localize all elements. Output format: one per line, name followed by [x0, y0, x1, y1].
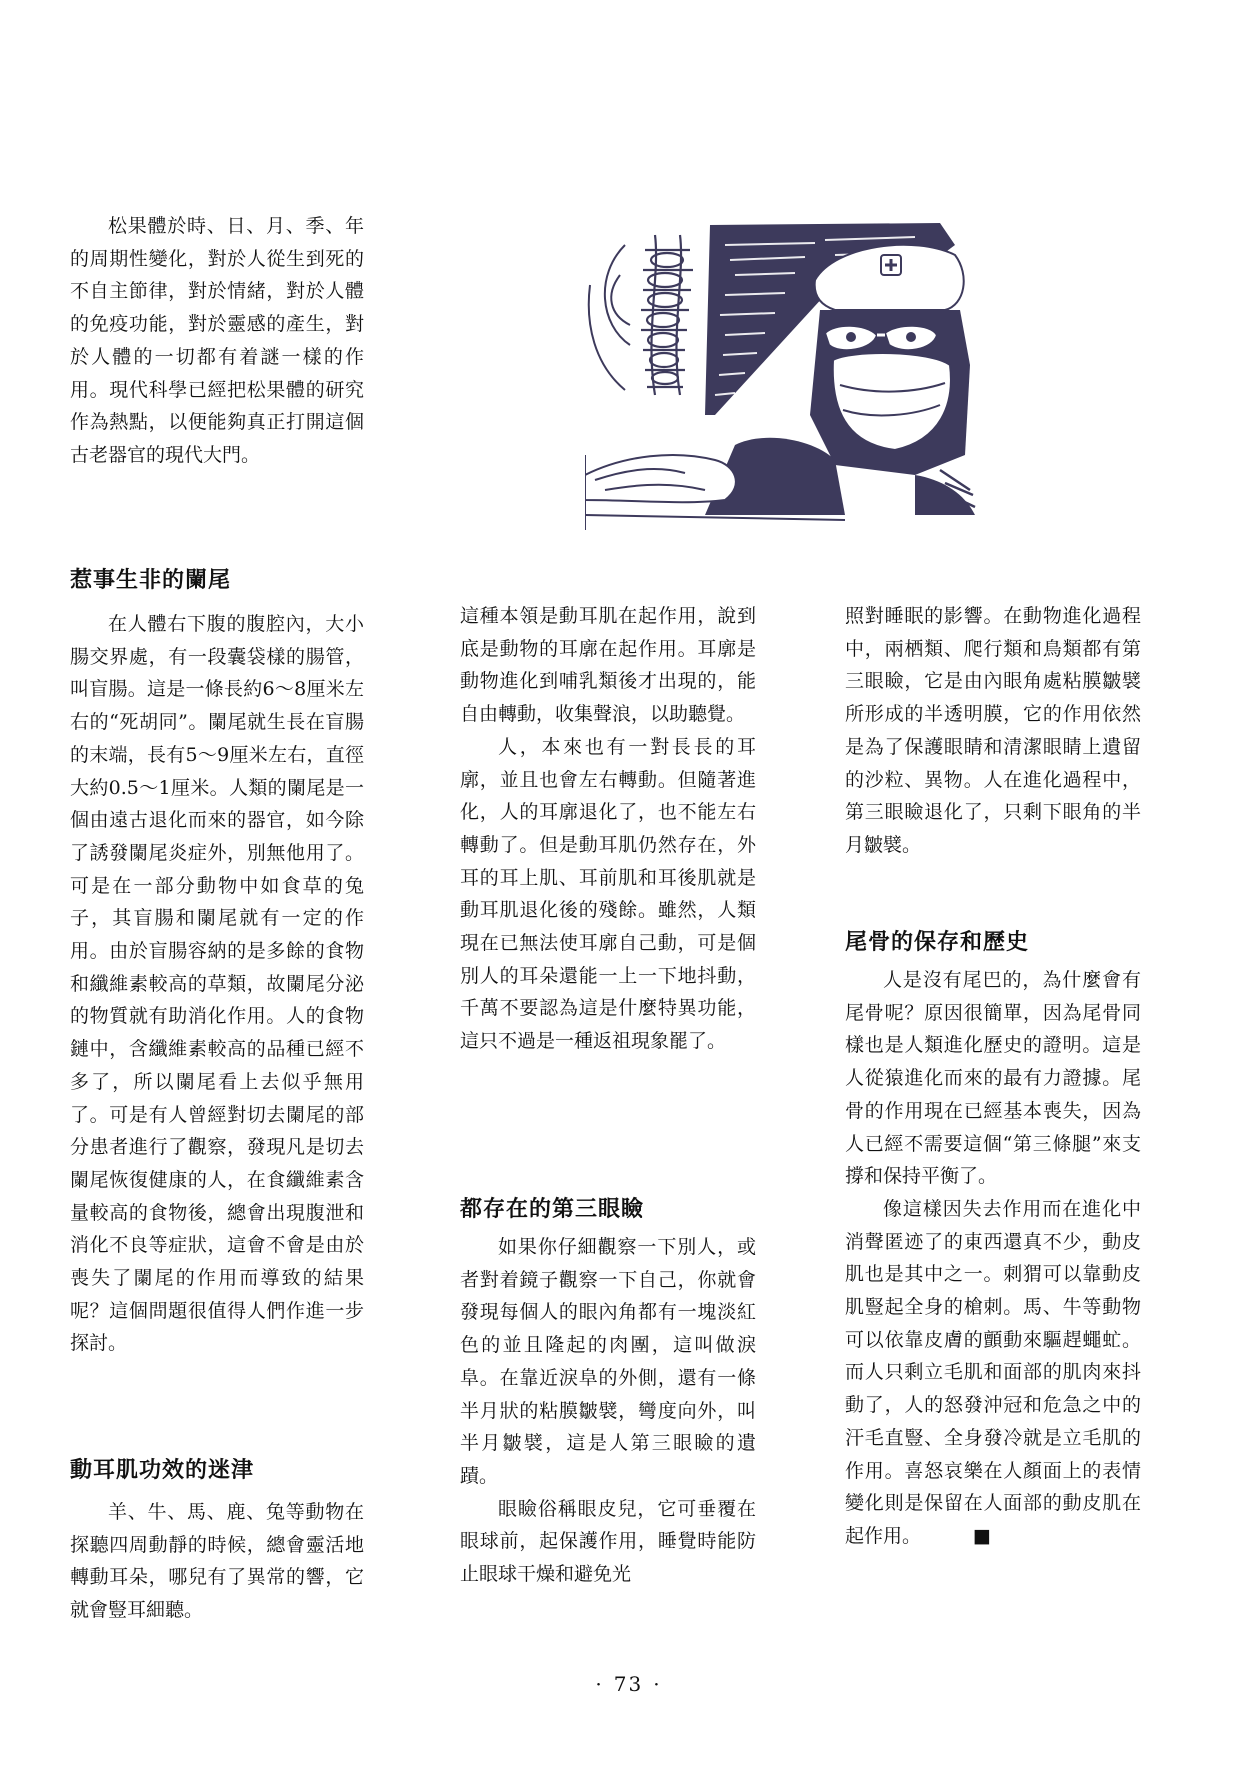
ear-muscle-paragraph-cont: 這種本領是動耳肌在起作用，說到底是動物的耳廓在起作用。耳廓是動物進化到哺乳類後才出現的，能自由轉動，收集聲浪，以助聽覺。: [460, 605, 756, 726]
coccyx-heading: 尾骨的保存和歷史: [845, 930, 1030, 955]
page-number: [0, 1672, 1257, 1696]
coccyx-paragraph-2: [845, 1193, 1141, 1553]
third-eyelid-paragraph-2-cont: 照對睡眠的影響。在動物進化過程中，兩栖類、爬行類和鳥類都有第三眼瞼，它是由內眼角處粘膜皺襞所形成的半透明膜，它的作用依然是為了保護眼睛和清潔眼睛上遺留的沙粒、異物。人在進化過程中，第三眼瞼退化了，只剩下眼角的半月皺襞。: [845, 605, 1141, 856]
appendix-section: [70, 563, 364, 1360]
coccyx-section: [845, 925, 1141, 1553]
ear-muscle-section: [70, 1453, 364, 1627]
page-number-dot-right: ·: [653, 1672, 662, 1696]
appendix-heading: 惹事生非的闌尾: [70, 568, 232, 593]
page-number-dot-left: ·: [595, 1672, 604, 1696]
ear-muscle-paragraph-2: 人，本來也有一對長長的耳廓，並且也會左右轉動。但隨著進化，人的耳廓退化了，也不能左右轉動了。但是動耳肌仍然存在，外耳的耳上肌、耳前肌和耳後肌就是動耳肌退化後的殘餘。雖然，人類現在已無法使耳廓自己動，可是個別人的耳朵還能一上一下地抖動，千萬不要認為這是什麼特異功能，這只不過是一種返祖現象罷了。: [460, 735, 756, 1053]
intro-paragraph: 松果體於時、日、月、季、年的周期性變化，對於人從生到死的不自主節律，對於情緒，對於人體的免疫功能，對於靈感的產生，對於人體的一切都有着謎一樣的作用。現代科學已經把松果體的研究作為熱點，以便能夠真正打開這個古老器官的現代大門。: [70, 215, 364, 466]
page-number-value: 73: [613, 1672, 644, 1696]
ear-muscle-continued: [460, 600, 756, 1058]
surgeon-xray-illustration: [585, 215, 1015, 535]
third-eyelid-paragraph-2-start: 眼瞼俗稱眼皮兒，它可垂覆在眼球前，起保護作用，睡覺時能防止眼球干燥和避免光: [460, 1497, 756, 1586]
end-mark: ■: [973, 1524, 991, 1547]
third-eyelid-paragraph-1: 如果你仔細觀察一下別人，或者對着鏡子觀察一下自己，你就會發現每個人的眼內角都有一塊淡紅色的並且隆起的肉團，這叫做淚阜。在靠近淚阜的外側，還有一條半月狀的粘膜皺襞，彎度向外，叫半月皺襞，這是人第三眼瞼的遺蹟。: [460, 1236, 756, 1487]
ear-muscle-paragraph-start: 羊、牛、馬、鹿、兔等動物在探聽四周動靜的時候，總會靈活地轉動耳朵，哪兒有了異常的響，它就會豎耳細聽。: [70, 1501, 364, 1622]
intro-column: [70, 210, 364, 472]
appendix-paragraph: 在人體右下腹的腹腔內，大小腸交界處，有一段囊袋樣的腸管，叫盲腸。這是一條長約6～8厘米左右的“死胡同”。闌尾就生長在盲腸的末端，長有5～9厘米左右，直徑大約0.5～1厘米。人類的闌尾是一個由遠古退化而來的器官，如今除了誘發闌尾炎症外，別無他用了。可是在一部分動物中如食草的兔子，其盲腸和闌尾就有一定的作用。由於盲腸容納的是多餘的食物和纖維素較高的草類，故闌尾分泌的物質就有助消化作用。人的食物鏈中，含纖維素較高的品種已經不多了，所以闌尾看上去似乎無用了。可是有人曾經對切去闌尾的部分患者進行了觀察，發現凡是切去闌尾恢復健康的人，在食纖維素含量較高的食物後，總會出現腹泄和消化不良等症狀，這會不會是由於喪失了闌尾的作用而導致的結果呢？這個問題很值得人們作進一步探討。: [70, 613, 364, 1355]
coccyx-paragraph-1: 人是沒有尾巴的，為什麼會有尾骨呢？原因很簡單，因為尾骨同樣也是人類進化歷史的證明。這是人從猿進化而來的最有力證據。尾骨的作用現在已經基本喪失，因為人已經不需要這個“第三條腿”來支撐和保持平衡了。: [845, 969, 1141, 1188]
third-eyelid-continued: [845, 600, 1141, 862]
third-eyelid-section: [460, 1192, 756, 1591]
ear-muscle-heading: 動耳肌功效的迷津: [70, 1458, 255, 1483]
coccyx-paragraph-2-text: 像這樣因失去作用而在進化中消聲匿迹了的東西還真不少，動皮肌也是其中之一。刺猬可以靠動皮肌豎起全身的槍刺。馬、牛等動物可以依靠皮膚的顫動來驅趕蠅虻。而人只剩立毛肌和面部的肌肉來抖動了，人的怒發沖冠和危急之中的汗毛直豎、全身發冷就是立毛肌的作用。喜怒哀樂在人顏面上的表情變化則是保留在人面部的動皮肌在起作用。: [845, 1197, 1141, 1547]
third-eyelid-heading: 都存在的第三眼瞼: [460, 1197, 645, 1222]
